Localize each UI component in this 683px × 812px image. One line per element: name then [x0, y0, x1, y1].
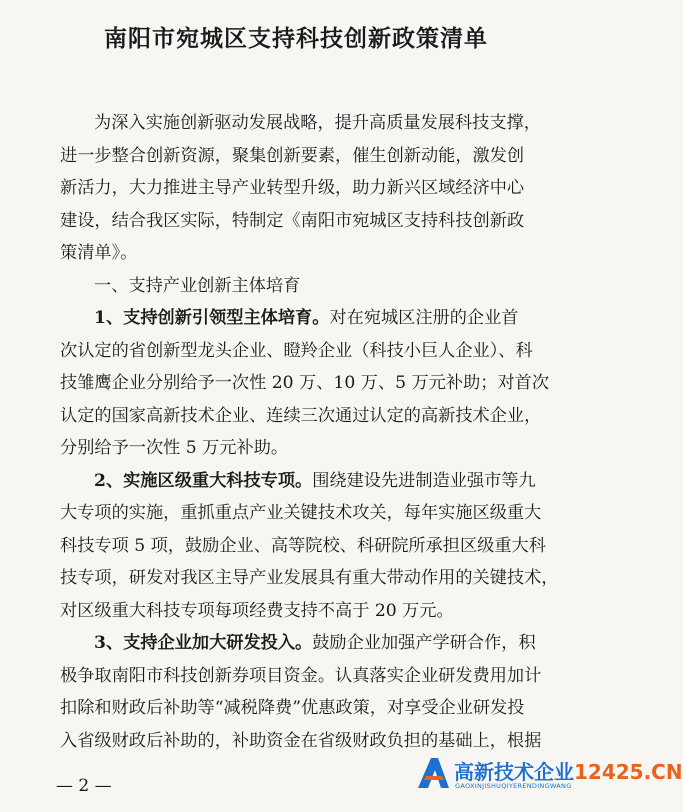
- item-line: 入省级财政后补助的，补助资金在省级财政负担的基础上，根据: [60, 730, 542, 751]
- item-line: 对区级重大科技专项每项经费支持不高于 20 万元。: [60, 600, 454, 621]
- site-watermark[interactable]: [414, 750, 683, 800]
- item-line: 技雏鹰企业分别给予一次性 20 万、10 万、5 万元补助；对首次: [60, 373, 550, 393]
- page-number: — 2 —: [56, 776, 112, 796]
- intro-line: 策清单》。: [60, 243, 138, 263]
- section-heading: 一、支持产业创新主体培育: [94, 275, 301, 296]
- item-first-line: [60, 465, 560, 498]
- item-line: 大专项的实施，重抓重点产业关键技术攻关，每年实施区级重大: [60, 503, 542, 523]
- intro-line: 为深入实施创新驱动发展战略，提升高质量发展科技支撑，: [94, 113, 541, 133]
- intro-line: 建设，结合我区实际，特制定《南阳市宛城区支持科技创新政: [60, 210, 525, 231]
- document-title: 南阳市宛城区支持科技创新政策清单: [104, 26, 488, 52]
- watermark-brand: 高新技术企业: [454, 760, 574, 784]
- item-line: 技专项，研发对我区主导产业发展具有重大带动作用的关键技术，: [60, 568, 559, 588]
- item-text: 围绕建设先进制造业强市等九: [312, 470, 536, 491]
- item-text: 对在宛城区注册的企业首: [329, 308, 519, 328]
- item-line: 扣除和财政后补助等“减税降费”优惠政策，对享受企业研发投: [60, 698, 525, 718]
- item-line: 科技专项 5 项，鼓励企业、高等院校、科研院所承担区级重大科: [60, 535, 546, 556]
- item-first-line: [60, 302, 560, 335]
- intro-line: 进一步整合创新资源，聚集创新要素，催生创新动能，激发创: [60, 145, 525, 166]
- watermark-name: [454, 756, 683, 785]
- watermark-domain: 12425.CN: [574, 760, 683, 784]
- intro-line: 新活力，大力推进主导产业转型升级，助力新兴区域经济中心: [60, 178, 525, 198]
- document-body: [60, 107, 560, 757]
- item-line: 次认定的省创新型龙头企业、瞪羚企业（科技小巨人企业）、科: [60, 340, 533, 361]
- item-line: 认定的国家高新技术企业、连续三次通过认定的高新技术企业，: [60, 405, 542, 426]
- watermark-subtitle: GAOXINJISHUQIYERENDINGWANG: [455, 782, 572, 790]
- letter-a-logo-icon: [414, 754, 452, 792]
- item-first-line: [60, 627, 560, 660]
- item-lead: 3、支持企业加大研发投入。: [94, 633, 313, 653]
- item-lead: 1、支持创新引领型主体培育。: [94, 308, 330, 328]
- item-text: 鼓励企业加强产学研合作，积: [312, 633, 536, 653]
- item-lead: 2、实施区级重大科技专项。: [94, 470, 313, 491]
- item-line: 极争取南阳市科技创新券项目资金。认真落实企业研发费用加计: [60, 665, 542, 686]
- item-line: 分别给予一次性 5 万元补助。: [60, 438, 289, 458]
